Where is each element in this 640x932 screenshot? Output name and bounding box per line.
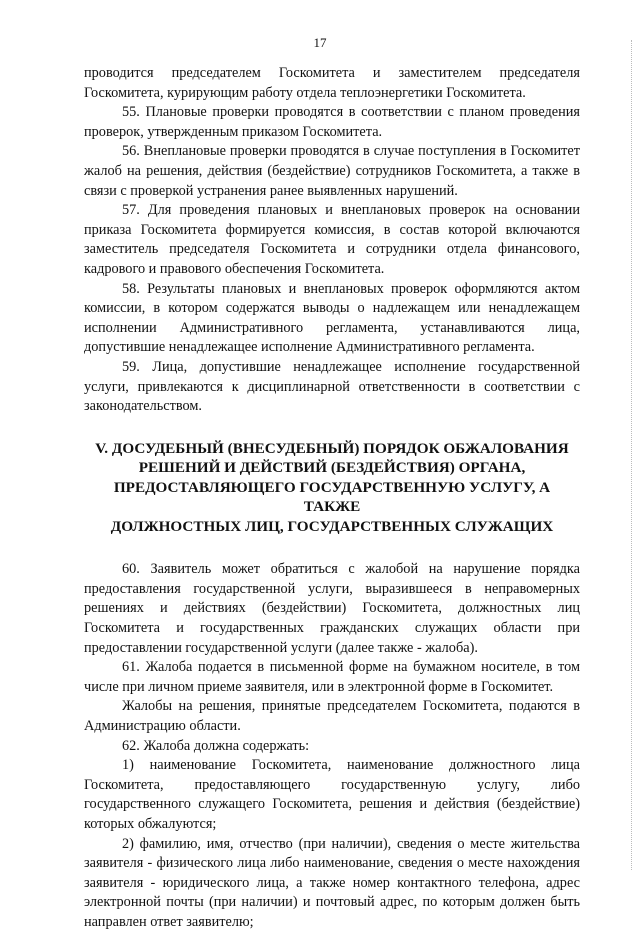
paragraph-55: 55. Плановые проверки проводятся в соответствии с планом проведения проверок, утвержденным приказом Госкомитета. [84, 103, 580, 142]
section-heading [84, 439, 580, 537]
paragraph-56: 56. Внеплановые проверки проводятся в случае поступления в Госкомитет жалоб на решения, действия (бездействие) сотрудников Госкомитета, а также в связи с проверкой устранения ранее выявленных нарушений. [84, 142, 580, 201]
page-number: 17 [0, 35, 640, 51]
paragraph-59: 59. Лица, допустившие ненадлежащее исполнение государственной услуги, привлекаются к дисциплинарной ответственности в соответствии с законодательством. [84, 358, 580, 417]
paragraph-57: 57. Для проведения плановых и внеплановых проверок на основании приказа Госкомитета формируется комиссия, в состав которой включаются заместитель председателя Госкомитета и сотрудники отдела финансового, кадрового и правового обеспечения Госкомитета. [84, 201, 580, 279]
scan-edge-divider [630, 40, 632, 870]
paragraph-60: 60. Заявитель может обратиться с жалобой на нарушение порядка предоставления государственной услуги, выразившееся в неправомерных решениях и действиях (бездействии) Госкомитета, должностных лиц Госкомитета и государственных гражданских служащих области при предоставлении государственной услуги (далее также - жалоба). [84, 560, 580, 658]
paragraph-61: 61. Жалоба подается в письменной форме на бумажном носителе, в том числе при личном приеме заявителя, или в электронной форме в Госкомитет. [84, 658, 580, 697]
paragraph-continuation: проводится председателем Госкомитета и заместителем председателя Госкомитета, курирующим работу отдела теплоэнергетики Госкомитета. [84, 64, 580, 103]
paragraph-62-item-2: 2) фамилию, имя, отчество (при наличии), сведения о месте жительства заявителя - физического лица либо наименование, сведения о месте нахождения заявителя - юридического лица, а также номер контактного телефона, адрес электронной почты (при наличии) и почтовый адрес, по которым должен быть направлен ответ заявителю; [84, 835, 580, 932]
paragraph-62: 62. Жалоба должна содержать: [84, 737, 580, 757]
paragraph-58: 58. Результаты плановых и внеплановых проверок оформляются актом комиссии, в котором содержатся выводы о надлежащем или ненадлежащем исполнении Административного регламента, устанавливаются лица, допустившие ненадлежащее исполнение Административного регламента. [84, 280, 580, 358]
paragraph-61-complaints: Жалобы на решения, принятые председателем Госкомитета, подаются в Администрацию области. [84, 697, 580, 736]
paragraph-62-item-1: 1) наименование Госкомитета, наименование должностного лица Госкомитета, предоставляющего государственную услугу, либо государственного служащего Госкомитета, решения и действия (бездействие) которых обжалуются; [84, 756, 580, 834]
section-heading-line: ДОЛЖНОСТНЫХ ЛИЦ, ГОСУДАРСТВЕННЫХ СЛУЖАЩИХ [84, 517, 580, 537]
section-heading-line: ПРЕДОСТАВЛЯЮЩЕГО ГОСУДАРСТВЕННУЮ УСЛУГУ, А ТАКЖЕ [84, 478, 580, 517]
section-heading-line: РЕШЕНИЙ И ДЕЙСТВИЙ (БЕЗДЕЙСТВИЯ) ОРГАНА, [84, 458, 580, 478]
section-heading-line: V. ДОСУДЕБНЫЙ (ВНЕСУДЕБНЫЙ) ПОРЯДОК ОБЖАЛОВАНИЯ [84, 439, 580, 459]
document-body [84, 64, 580, 932]
